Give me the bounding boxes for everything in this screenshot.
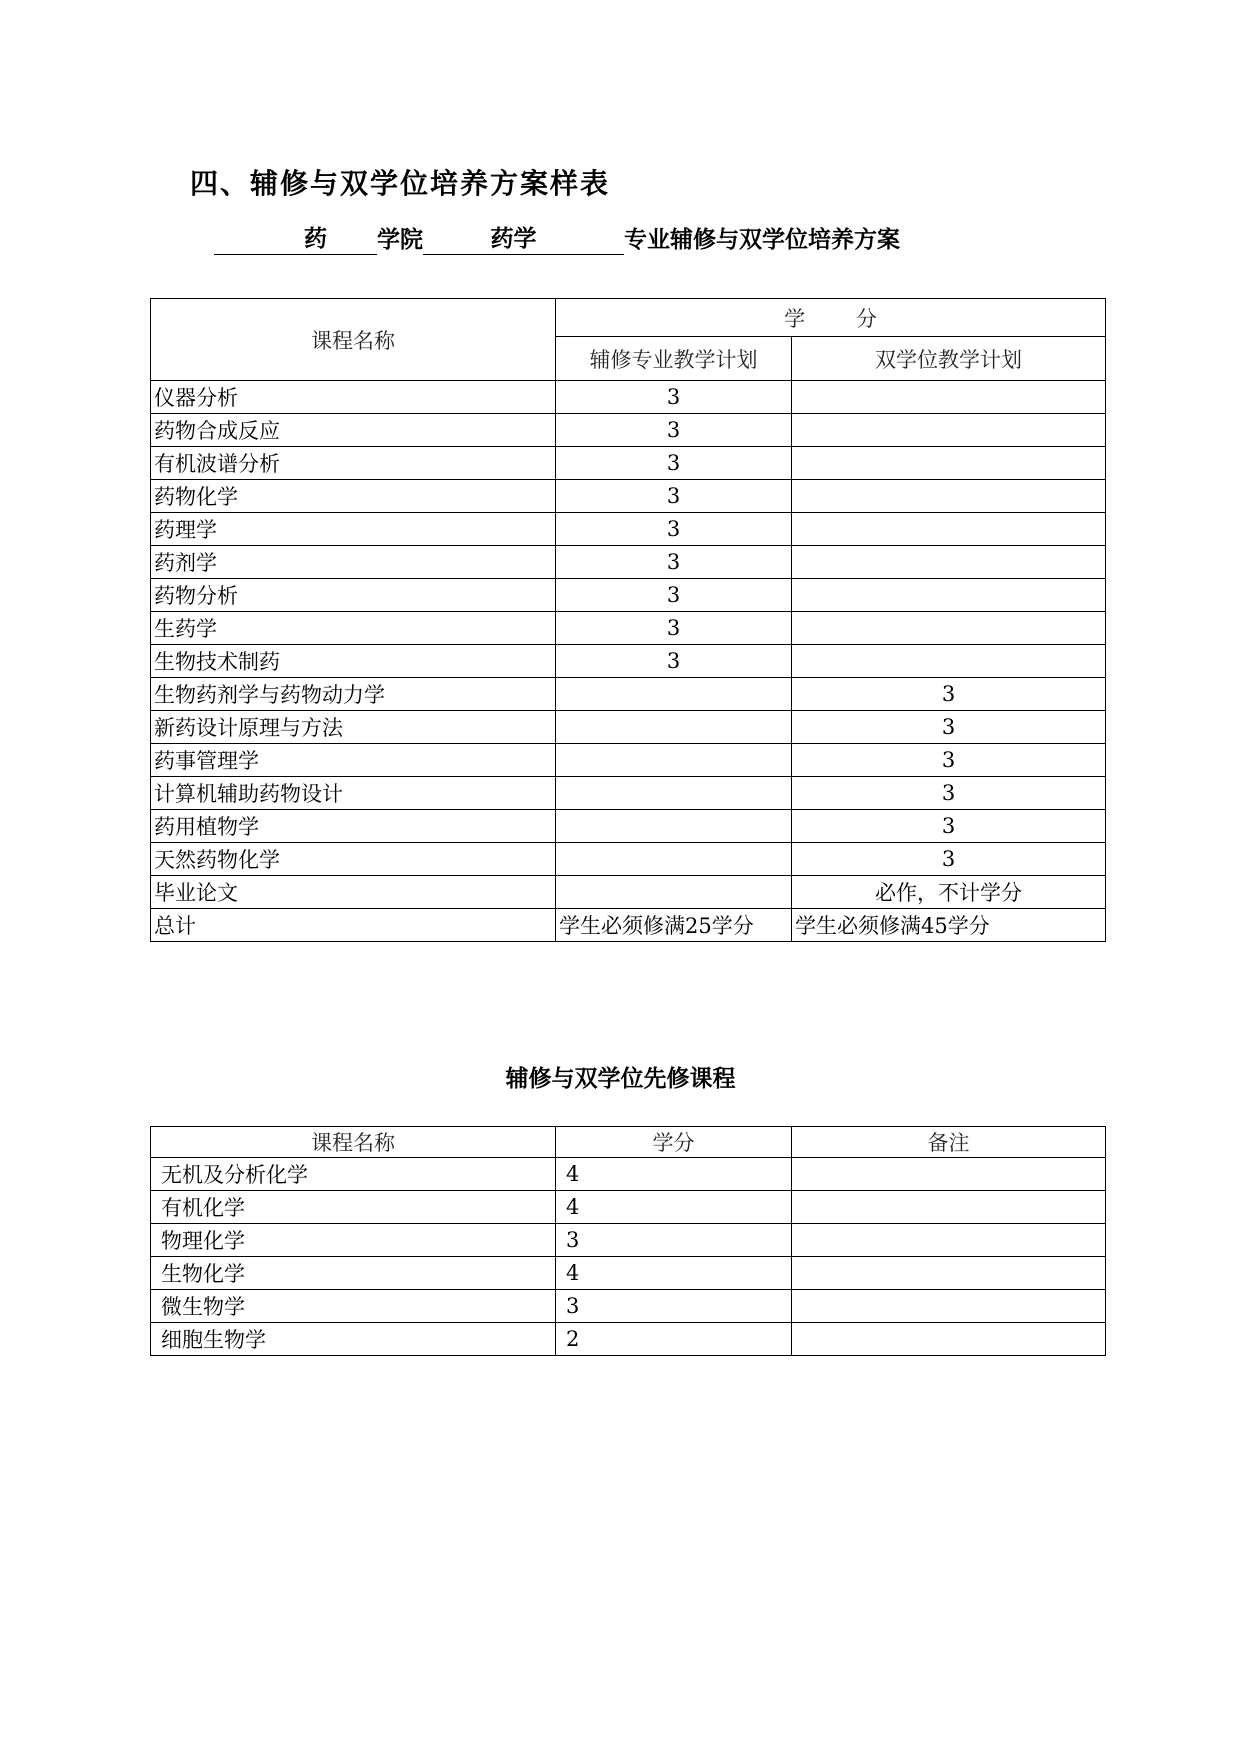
table-row <box>151 546 1106 579</box>
double-credit-cell: 3 <box>792 777 1106 810</box>
table-row <box>151 1257 1106 1290</box>
prereq-credits-cell: 4 <box>556 1257 792 1290</box>
minor-plan-header: 辅修专业教学计划 <box>556 337 792 381</box>
minor-credit-cell <box>556 843 792 876</box>
plan-header-row <box>151 299 1106 337</box>
double-credit-cell <box>792 579 1106 612</box>
prereq-notes-cell <box>792 1323 1106 1356</box>
course-name-cell: 药物分析 <box>151 579 556 612</box>
plan-table <box>150 298 1106 942</box>
table-row <box>151 1290 1106 1323</box>
minor-credit-cell: 3 <box>556 414 792 447</box>
double-credit-cell <box>792 513 1106 546</box>
minor-credit-cell: 3 <box>556 612 792 645</box>
double-credit-cell <box>792 480 1106 513</box>
course-name-cell: 药事管理学 <box>151 744 556 777</box>
course-name-cell: 药剂学 <box>151 546 556 579</box>
table-row <box>151 513 1106 546</box>
table-row <box>151 810 1106 843</box>
plan-title <box>214 224 900 255</box>
prereq-course-name-cell: 微生物学 <box>151 1290 556 1323</box>
table-row <box>151 678 1106 711</box>
minor-credit-cell <box>556 711 792 744</box>
plan-title-suffix: 专业辅修与双学位培养方案 <box>624 226 900 253</box>
double-credit-cell: 3 <box>792 744 1106 777</box>
course-name-cell: 新药设计原理与方法 <box>151 711 556 744</box>
prereq-notes-cell <box>792 1224 1106 1257</box>
course-name-cell: 天然药物化学 <box>151 843 556 876</box>
minor-credit-cell: 3 <box>556 480 792 513</box>
minor-credit-cell <box>556 810 792 843</box>
course-name-cell: 药物合成反应 <box>151 414 556 447</box>
minor-credit-cell: 3 <box>556 546 792 579</box>
prereq-notes-cell <box>792 1158 1106 1191</box>
course-name-cell: 生物技术制药 <box>151 645 556 678</box>
table-row <box>151 645 1106 678</box>
table-row <box>151 1224 1106 1257</box>
course-name-cell: 药用植物学 <box>151 810 556 843</box>
table-row <box>151 1191 1106 1224</box>
total-label-cell: 总计 <box>151 909 556 942</box>
double-credit-cell: 3 <box>792 678 1106 711</box>
prereq-course-name-cell: 生物化学 <box>151 1257 556 1290</box>
course-name-cell: 生药学 <box>151 612 556 645</box>
double-credit-cell: 必作，不计学分 <box>792 876 1106 909</box>
table-row <box>151 843 1106 876</box>
prereq-credits-cell: 4 <box>556 1158 792 1191</box>
minor-credit-cell <box>556 678 792 711</box>
table-row <box>151 1323 1106 1356</box>
double-credit-cell <box>792 645 1106 678</box>
table-row <box>151 579 1106 612</box>
table-row <box>151 381 1106 414</box>
course-name-cell: 计算机辅助药物设计 <box>151 777 556 810</box>
course-name-cell: 毕业论文 <box>151 876 556 909</box>
course-name-cell: 生物药剂学与药物动力学 <box>151 678 556 711</box>
credits-header: 学 分 <box>556 299 1106 337</box>
table-row <box>151 480 1106 513</box>
prereq-notes-cell <box>792 1191 1106 1224</box>
prereq-course-name-cell: 有机化学 <box>151 1191 556 1224</box>
prereq-credits-cell: 2 <box>556 1323 792 1356</box>
double-credit-cell <box>792 612 1106 645</box>
prereq-notes-header: 备注 <box>792 1127 1106 1158</box>
double-credit-cell <box>792 414 1106 447</box>
minor-credit-cell: 3 <box>556 513 792 546</box>
prereq-credits-cell: 4 <box>556 1191 792 1224</box>
minor-credit-cell <box>556 744 792 777</box>
total-minor-cell: 学生必须修满25学分 <box>556 909 792 942</box>
table-row <box>151 876 1106 909</box>
total-row <box>151 909 1106 942</box>
minor-credit-cell: 3 <box>556 579 792 612</box>
minor-credit-cell <box>556 876 792 909</box>
double-credit-cell: 3 <box>792 843 1106 876</box>
course-name-cell: 仪器分析 <box>151 381 556 414</box>
prereq-course-name-cell: 物理化学 <box>151 1224 556 1257</box>
table-row <box>151 1158 1106 1191</box>
prereq-course-name-cell: 无机及分析化学 <box>151 1158 556 1191</box>
double-credit-cell: 3 <box>792 711 1106 744</box>
prereq-table <box>150 1126 1106 1356</box>
course-name-cell: 药物化学 <box>151 480 556 513</box>
major-name-blank <box>423 224 624 255</box>
minor-credit-cell: 3 <box>556 645 792 678</box>
prereq-header-row <box>151 1127 1106 1158</box>
minor-credit-cell <box>556 777 792 810</box>
section-heading: 四、辅修与双学位培养方案样表 <box>190 167 611 200</box>
table-row <box>151 777 1106 810</box>
major-name: 药学 <box>490 225 537 252</box>
prereq-course-name-cell: 细胞生物学 <box>151 1323 556 1356</box>
course-name-header: 课程名称 <box>151 299 556 381</box>
course-name-cell: 药理学 <box>151 513 556 546</box>
college-suffix: 学院 <box>377 226 423 253</box>
double-degree-plan-header: 双学位教学计划 <box>792 337 1106 381</box>
college-name: 药 <box>304 225 327 252</box>
table-row <box>151 612 1106 645</box>
table-row <box>151 711 1106 744</box>
prereq-notes-cell <box>792 1257 1106 1290</box>
prereq-credits-header: 学分 <box>556 1127 792 1158</box>
double-credit-cell: 3 <box>792 810 1106 843</box>
course-name-cell: 有机波谱分析 <box>151 447 556 480</box>
double-credit-cell <box>792 381 1106 414</box>
total-double-cell: 学生必须修满45学分 <box>792 909 1106 942</box>
double-credit-cell <box>792 447 1106 480</box>
prereq-credits-cell: 3 <box>556 1224 792 1257</box>
prereq-credits-cell: 3 <box>556 1290 792 1323</box>
minor-credit-cell: 3 <box>556 447 792 480</box>
table-row <box>151 447 1106 480</box>
college-name-blank <box>214 224 377 255</box>
prereq-notes-cell <box>792 1290 1106 1323</box>
minor-credit-cell: 3 <box>556 381 792 414</box>
double-credit-cell <box>792 546 1106 579</box>
prereq-course-name-header: 课程名称 <box>151 1127 556 1158</box>
prereq-title: 辅修与双学位先修课程 <box>505 1065 736 1092</box>
table-row <box>151 744 1106 777</box>
table-row <box>151 414 1106 447</box>
